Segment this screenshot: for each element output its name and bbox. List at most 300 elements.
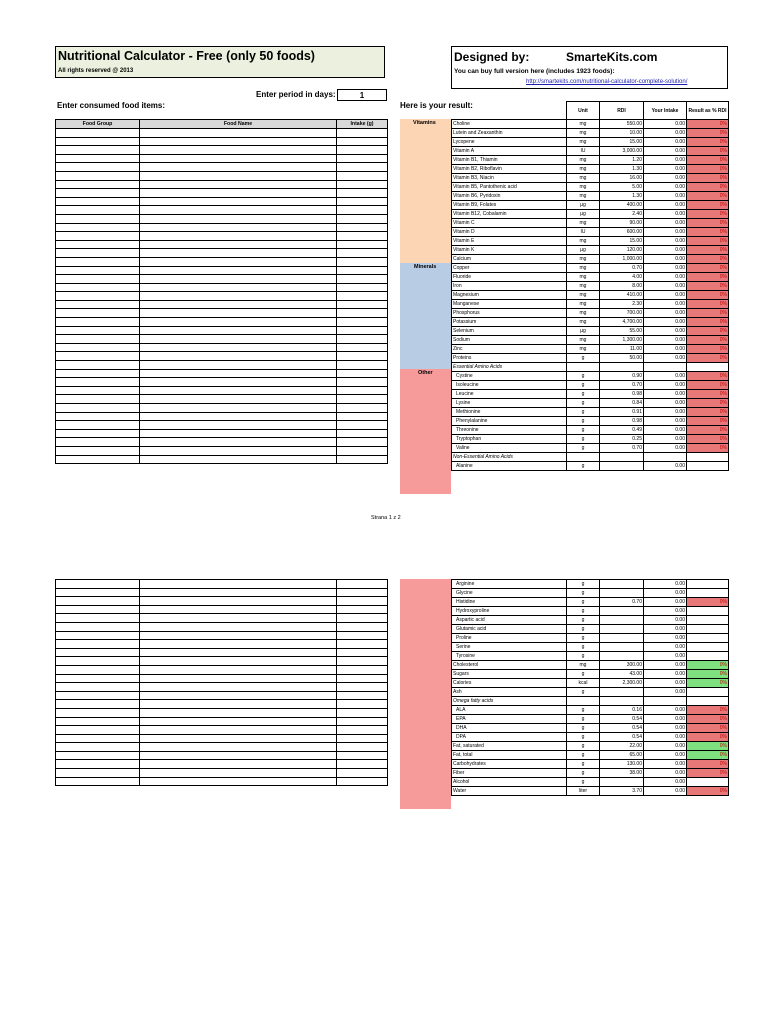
food-name-cell[interactable] [140, 378, 337, 387]
intake-cell[interactable] [337, 777, 388, 786]
food-name-cell[interactable] [140, 760, 337, 769]
intake-cell[interactable] [337, 605, 388, 614]
nutrient-intake: 0.00 [644, 201, 687, 210]
food-entry-table-2 [55, 579, 388, 786]
intake-cell[interactable] [337, 240, 388, 249]
nutrient-rdi: 0.54 [600, 715, 644, 724]
nutrient-row [452, 598, 729, 607]
food-group-cell[interactable] [56, 171, 140, 180]
food-group-cell[interactable] [56, 197, 140, 206]
food-group-cell[interactable] [56, 743, 140, 752]
food-name-cell[interactable] [140, 683, 337, 692]
intake-cell[interactable] [337, 429, 388, 438]
food-name-cell[interactable] [140, 266, 337, 275]
intake-cell[interactable] [337, 257, 388, 266]
intake-cell[interactable] [337, 189, 388, 198]
food-group-cell[interactable] [56, 446, 140, 455]
nutrient-row [452, 246, 729, 255]
food-row [56, 429, 388, 438]
nutrient-name: Cystine [452, 372, 567, 381]
intake-cell[interactable] [337, 657, 388, 666]
intake-cell[interactable] [337, 412, 388, 421]
nutrient-rdi: 0.84 [600, 399, 644, 408]
intake-cell[interactable] [337, 300, 388, 309]
food-group-cell[interactable] [56, 769, 140, 778]
nutrient-pct [687, 453, 729, 462]
food-group-cell[interactable] [56, 751, 140, 760]
nutrient-rdi: 0.98 [600, 390, 644, 399]
food-group-cell[interactable] [56, 386, 140, 395]
intake-cell[interactable] [337, 197, 388, 206]
food-group-cell[interactable] [56, 640, 140, 649]
nutrient-name: Fat, total [452, 751, 567, 760]
nutrient-intake: 0.00 [644, 246, 687, 255]
nutrient-unit: IU [567, 228, 600, 237]
food-group-cell[interactable] [56, 318, 140, 327]
nutrient-pct [687, 778, 729, 787]
nutrient-pct: 0% [687, 120, 729, 129]
page-title: Nutritional Calculator - Free (only 50 foods) [58, 49, 315, 63]
food-name-cell[interactable] [140, 300, 337, 309]
nutrient-row [452, 309, 729, 318]
food-name-cell[interactable] [140, 657, 337, 666]
intake-cell[interactable] [337, 249, 388, 258]
intake-cell[interactable] [337, 275, 388, 284]
intake-cell[interactable] [337, 648, 388, 657]
intake-cell[interactable] [337, 691, 388, 700]
food-name-cell[interactable] [140, 446, 337, 455]
food-row [56, 232, 388, 241]
intake-cell[interactable] [337, 369, 388, 378]
food-group-cell[interactable] [56, 378, 140, 387]
food-row [56, 438, 388, 447]
food-group-cell[interactable] [56, 146, 140, 155]
food-group-cell[interactable] [56, 622, 140, 631]
food-group-cell[interactable] [56, 734, 140, 743]
food-group-cell[interactable] [56, 343, 140, 352]
food-group-cell[interactable] [56, 369, 140, 378]
food-name-cell[interactable] [140, 614, 337, 623]
nutrient-rdi: 15.00 [600, 237, 644, 246]
intake-cell[interactable] [337, 386, 388, 395]
nutrient-intake: 0.00 [644, 237, 687, 246]
food-name-cell[interactable] [140, 137, 337, 146]
food-name-cell[interactable] [140, 206, 337, 215]
nutrient-rdi: 22.00 [600, 742, 644, 751]
nutrient-unit: g [567, 760, 600, 769]
nutrient-row [452, 580, 729, 589]
nutrient-unit: mg [567, 661, 600, 670]
food-group-cell[interactable] [56, 137, 140, 146]
nutrient-unit: g [567, 372, 600, 381]
food-name-cell[interactable] [140, 309, 337, 318]
food-name-cell[interactable] [140, 588, 337, 597]
food-group-cell[interactable] [56, 180, 140, 189]
food-name-cell[interactable] [140, 708, 337, 717]
food-name-cell[interactable] [140, 275, 337, 284]
intake-cell[interactable] [337, 326, 388, 335]
nutrient-pct [687, 462, 729, 471]
intake-cell[interactable] [337, 292, 388, 301]
food-group-cell[interactable] [56, 717, 140, 726]
col-result-pct: Result as % RDI [687, 102, 729, 120]
nutrient-intake: 0.00 [644, 282, 687, 291]
nutrient-intake: 0.00 [644, 300, 687, 309]
nutrient-name: Hydroxyproline [452, 607, 567, 616]
food-name-cell[interactable] [140, 691, 337, 700]
intake-cell[interactable] [337, 343, 388, 352]
nutrient-intake: 0.00 [644, 769, 687, 778]
nutrient-unit: g [567, 417, 600, 426]
food-group-cell[interactable] [56, 665, 140, 674]
food-name-cell[interactable] [140, 648, 337, 657]
nutrient-row [452, 192, 729, 201]
food-group-cell[interactable] [56, 249, 140, 258]
intake-cell[interactable] [337, 214, 388, 223]
nutrient-rdi [600, 643, 644, 652]
food-name-cell[interactable] [140, 700, 337, 709]
intake-cell[interactable] [337, 446, 388, 455]
nutrient-unit: g [567, 625, 600, 634]
nutrient-row [452, 318, 729, 327]
food-name-cell[interactable] [140, 223, 337, 232]
food-group-cell[interactable] [56, 700, 140, 709]
nutrient-rdi: 65.00 [600, 751, 644, 760]
intake-cell[interactable] [337, 146, 388, 155]
food-group-cell[interactable] [56, 206, 140, 215]
food-name-cell[interactable] [140, 318, 337, 327]
intake-cell[interactable] [337, 640, 388, 649]
intake-cell[interactable] [337, 631, 388, 640]
food-group-cell[interactable] [56, 777, 140, 786]
intake-cell[interactable] [337, 266, 388, 275]
food-name-cell[interactable] [140, 335, 337, 344]
food-group-cell[interactable] [56, 412, 140, 421]
nutrient-rdi: 0.25 [600, 435, 644, 444]
nutrient-row [452, 390, 729, 399]
period-label: Enter period in days: [256, 90, 336, 99]
food-group-cell[interactable] [56, 257, 140, 266]
nutrient-name: Iron [452, 282, 567, 291]
intake-cell[interactable] [337, 700, 388, 709]
food-row [56, 214, 388, 223]
food-group-cell[interactable] [56, 300, 140, 309]
nutrient-pct [687, 589, 729, 598]
rights-text: All rights reserved @ 2013 [58, 68, 134, 74]
intake-cell[interactable] [337, 404, 388, 413]
intake-cell[interactable] [337, 683, 388, 692]
food-group-cell[interactable] [56, 189, 140, 198]
nutrient-name: Histidine [452, 598, 567, 607]
food-group-cell[interactable] [56, 455, 140, 464]
food-group-cell[interactable] [56, 352, 140, 361]
nutrient-name: Calcium [452, 255, 567, 264]
intake-cell[interactable] [337, 129, 388, 138]
col-rdi: RDI [600, 102, 644, 120]
food-group-cell[interactable] [56, 292, 140, 301]
food-name-cell[interactable] [140, 343, 337, 352]
nutrient-rdi [600, 589, 644, 598]
title-box [55, 46, 385, 78]
food-group-cell[interactable] [56, 708, 140, 717]
food-name-cell[interactable] [140, 605, 337, 614]
food-group-cell[interactable] [56, 404, 140, 413]
nutrient-row [452, 652, 729, 661]
food-name-cell[interactable] [140, 640, 337, 649]
food-group-cell[interactable] [56, 395, 140, 404]
food-name-cell[interactable] [140, 622, 337, 631]
food-group-cell[interactable] [56, 421, 140, 430]
food-name-cell[interactable] [140, 154, 337, 163]
food-group-cell[interactable] [56, 631, 140, 640]
buy-text: You can buy full version here (includes 1923 foods): [454, 68, 615, 75]
intake-cell[interactable] [337, 580, 388, 589]
intake-cell[interactable] [337, 751, 388, 760]
food-name-cell[interactable] [140, 180, 337, 189]
food-name-cell[interactable] [140, 386, 337, 395]
nutrient-row [452, 381, 729, 390]
intake-cell[interactable] [337, 335, 388, 344]
nutrient-pct: 0% [687, 724, 729, 733]
food-group-cell[interactable] [56, 588, 140, 597]
intake-cell[interactable] [337, 743, 388, 752]
intake-cell[interactable] [337, 137, 388, 146]
intake-cell[interactable] [337, 622, 388, 631]
intake-cell[interactable] [337, 154, 388, 163]
intake-cell[interactable] [337, 232, 388, 241]
nutrient-intake: 0.00 [644, 787, 687, 796]
period-input[interactable]: 1 [337, 89, 387, 101]
food-group-cell[interactable] [56, 438, 140, 447]
nutrient-unit: mg [567, 183, 600, 192]
nutrient-pct: 0% [687, 787, 729, 796]
nutrient-row [452, 183, 729, 192]
nutrient-rdi: 0.54 [600, 733, 644, 742]
intake-cell[interactable] [337, 674, 388, 683]
nutrient-rdi: 5.00 [600, 183, 644, 192]
page-footer: Strana 1 z 2 [371, 515, 401, 521]
nutrient-rdi [600, 634, 644, 643]
nutrient-rdi: 3.70 [600, 787, 644, 796]
food-row [56, 760, 388, 769]
nutrient-unit: mg [567, 156, 600, 165]
intake-cell[interactable] [337, 665, 388, 674]
intake-cell[interactable] [337, 708, 388, 717]
intake-cell[interactable] [337, 395, 388, 404]
intake-cell[interactable] [337, 206, 388, 215]
intake-cell[interactable] [337, 769, 388, 778]
food-name-cell[interactable] [140, 717, 337, 726]
nutrient-unit: g [567, 435, 600, 444]
nutrient-row [452, 435, 729, 444]
food-name-cell[interactable] [140, 369, 337, 378]
food-name-cell[interactable] [140, 240, 337, 249]
nutrient-intake: 0.00 [644, 742, 687, 751]
nutrient-rdi: 43.00 [600, 670, 644, 679]
food-group-cell[interactable] [56, 691, 140, 700]
nutrient-unit: g [567, 733, 600, 742]
intake-cell[interactable] [337, 180, 388, 189]
nutrient-row [452, 688, 729, 697]
intake-cell[interactable] [337, 223, 388, 232]
food-group-cell[interactable] [56, 674, 140, 683]
nutrient-pct [687, 616, 729, 625]
food-name-cell[interactable] [140, 726, 337, 735]
food-group-cell[interactable] [56, 683, 140, 692]
nutrient-intake: 0.00 [644, 426, 687, 435]
nutrient-rdi: 16.00 [600, 174, 644, 183]
intake-cell[interactable] [337, 455, 388, 464]
food-row [56, 588, 388, 597]
food-name-cell[interactable] [140, 404, 337, 413]
food-group-cell[interactable] [56, 232, 140, 241]
food-name-cell[interactable] [140, 412, 337, 421]
nutrient-name: Vitamin D [452, 228, 567, 237]
food-group-cell[interactable] [56, 266, 140, 275]
food-name-cell[interactable] [140, 129, 337, 138]
food-name-cell[interactable] [140, 631, 337, 640]
nutrient-rdi [600, 580, 644, 589]
food-group-cell[interactable] [56, 614, 140, 623]
food-name-cell[interactable] [140, 257, 337, 266]
food-group-cell[interactable] [56, 335, 140, 344]
food-name-cell[interactable] [140, 249, 337, 258]
food-group-cell[interactable] [56, 429, 140, 438]
food-group-cell[interactable] [56, 760, 140, 769]
food-group-cell[interactable] [56, 275, 140, 284]
food-name-cell[interactable] [140, 777, 337, 786]
intake-cell[interactable] [337, 726, 388, 735]
nutrient-name: Arginine [452, 580, 567, 589]
nutrient-pct: 0% [687, 715, 729, 724]
nutrient-pct: 0% [687, 318, 729, 327]
intake-cell[interactable] [337, 734, 388, 743]
food-name-cell[interactable] [140, 734, 337, 743]
intake-cell[interactable] [337, 283, 388, 292]
food-name-cell[interactable] [140, 214, 337, 223]
food-group-cell[interactable] [56, 163, 140, 172]
nutrient-row [452, 417, 729, 426]
nutrient-name: Vitamin C [452, 219, 567, 228]
full-version-link[interactable]: http://smartekits.com/nutritional-calculator-complete-solution/ [526, 79, 688, 85]
food-name-cell[interactable] [140, 674, 337, 683]
food-group-cell[interactable] [56, 326, 140, 335]
intake-cell[interactable] [337, 614, 388, 623]
nutrient-pct [687, 688, 729, 697]
food-row [56, 700, 388, 709]
food-row [56, 378, 388, 387]
food-name-cell[interactable] [140, 455, 337, 464]
food-group-cell[interactable] [56, 605, 140, 614]
nutrient-rdi: 55.00 [600, 327, 644, 336]
nutrient-pct: 0% [687, 408, 729, 417]
food-row [56, 189, 388, 198]
nutrient-pct: 0% [687, 435, 729, 444]
food-name-cell[interactable] [140, 429, 337, 438]
intake-cell[interactable] [337, 438, 388, 447]
nutrient-intake: 0.00 [644, 733, 687, 742]
food-name-cell[interactable] [140, 283, 337, 292]
food-name-cell[interactable] [140, 292, 337, 301]
food-name-cell[interactable] [140, 232, 337, 241]
food-group-cell[interactable] [56, 726, 140, 735]
intake-cell[interactable] [337, 421, 388, 430]
food-row [56, 640, 388, 649]
intake-cell[interactable] [337, 588, 388, 597]
intake-cell[interactable] [337, 717, 388, 726]
nutrient-name: Phosphorus [452, 309, 567, 318]
nutrient-pct: 0% [687, 192, 729, 201]
food-name-cell[interactable] [140, 751, 337, 760]
food-name-cell[interactable] [140, 326, 337, 335]
nutrient-unit: g [567, 607, 600, 616]
food-group-cell[interactable] [56, 283, 140, 292]
food-name-cell[interactable] [140, 665, 337, 674]
food-group-cell[interactable] [56, 129, 140, 138]
food-group-cell[interactable] [56, 580, 140, 589]
nutrient-row [452, 219, 729, 228]
food-name-cell[interactable] [140, 580, 337, 589]
food-row [56, 614, 388, 623]
food-group-cell[interactable] [56, 648, 140, 657]
col-unit: Unit [567, 102, 600, 120]
intake-cell[interactable] [337, 597, 388, 606]
food-group-cell[interactable] [56, 154, 140, 163]
food-name-cell[interactable] [140, 438, 337, 447]
food-group-cell[interactable] [56, 309, 140, 318]
nutrient-pct: 0% [687, 426, 729, 435]
food-name-cell[interactable] [140, 597, 337, 606]
intake-cell[interactable] [337, 318, 388, 327]
nutrient-unit: mg [567, 129, 600, 138]
food-name-cell[interactable] [140, 421, 337, 430]
food-name-cell[interactable] [140, 146, 337, 155]
nutrient-unit: µg [567, 201, 600, 210]
intake-cell[interactable] [337, 361, 388, 370]
intake-cell[interactable] [337, 163, 388, 172]
nutrient-name: Carbohydrates [452, 760, 567, 769]
nutrient-pct [687, 634, 729, 643]
intake-cell[interactable] [337, 352, 388, 361]
food-name-cell[interactable] [140, 171, 337, 180]
nutrient-intake: 0.00 [644, 462, 687, 471]
food-name-cell[interactable] [140, 395, 337, 404]
intake-cell[interactable] [337, 378, 388, 387]
nutrient-pct: 0% [687, 706, 729, 715]
food-group-cell[interactable] [56, 214, 140, 223]
intake-cell[interactable] [337, 309, 388, 318]
food-group-cell[interactable] [56, 361, 140, 370]
food-name-cell[interactable] [140, 163, 337, 172]
food-group-cell[interactable] [56, 657, 140, 666]
food-name-cell[interactable] [140, 769, 337, 778]
food-group-cell[interactable] [56, 240, 140, 249]
nutrient-pct: 0% [687, 228, 729, 237]
nutrient-intake: 0.00 [644, 120, 687, 129]
food-group-cell[interactable] [56, 597, 140, 606]
intake-cell[interactable] [337, 171, 388, 180]
nutrient-rdi: 0.70 [600, 264, 644, 273]
nutrient-unit: mg [567, 138, 600, 147]
food-name-cell[interactable] [140, 189, 337, 198]
food-group-cell[interactable] [56, 223, 140, 232]
food-name-cell[interactable] [140, 743, 337, 752]
intake-cell[interactable] [337, 760, 388, 769]
food-name-cell[interactable] [140, 197, 337, 206]
food-row [56, 257, 388, 266]
food-name-cell[interactable] [140, 352, 337, 361]
food-name-cell[interactable] [140, 361, 337, 370]
